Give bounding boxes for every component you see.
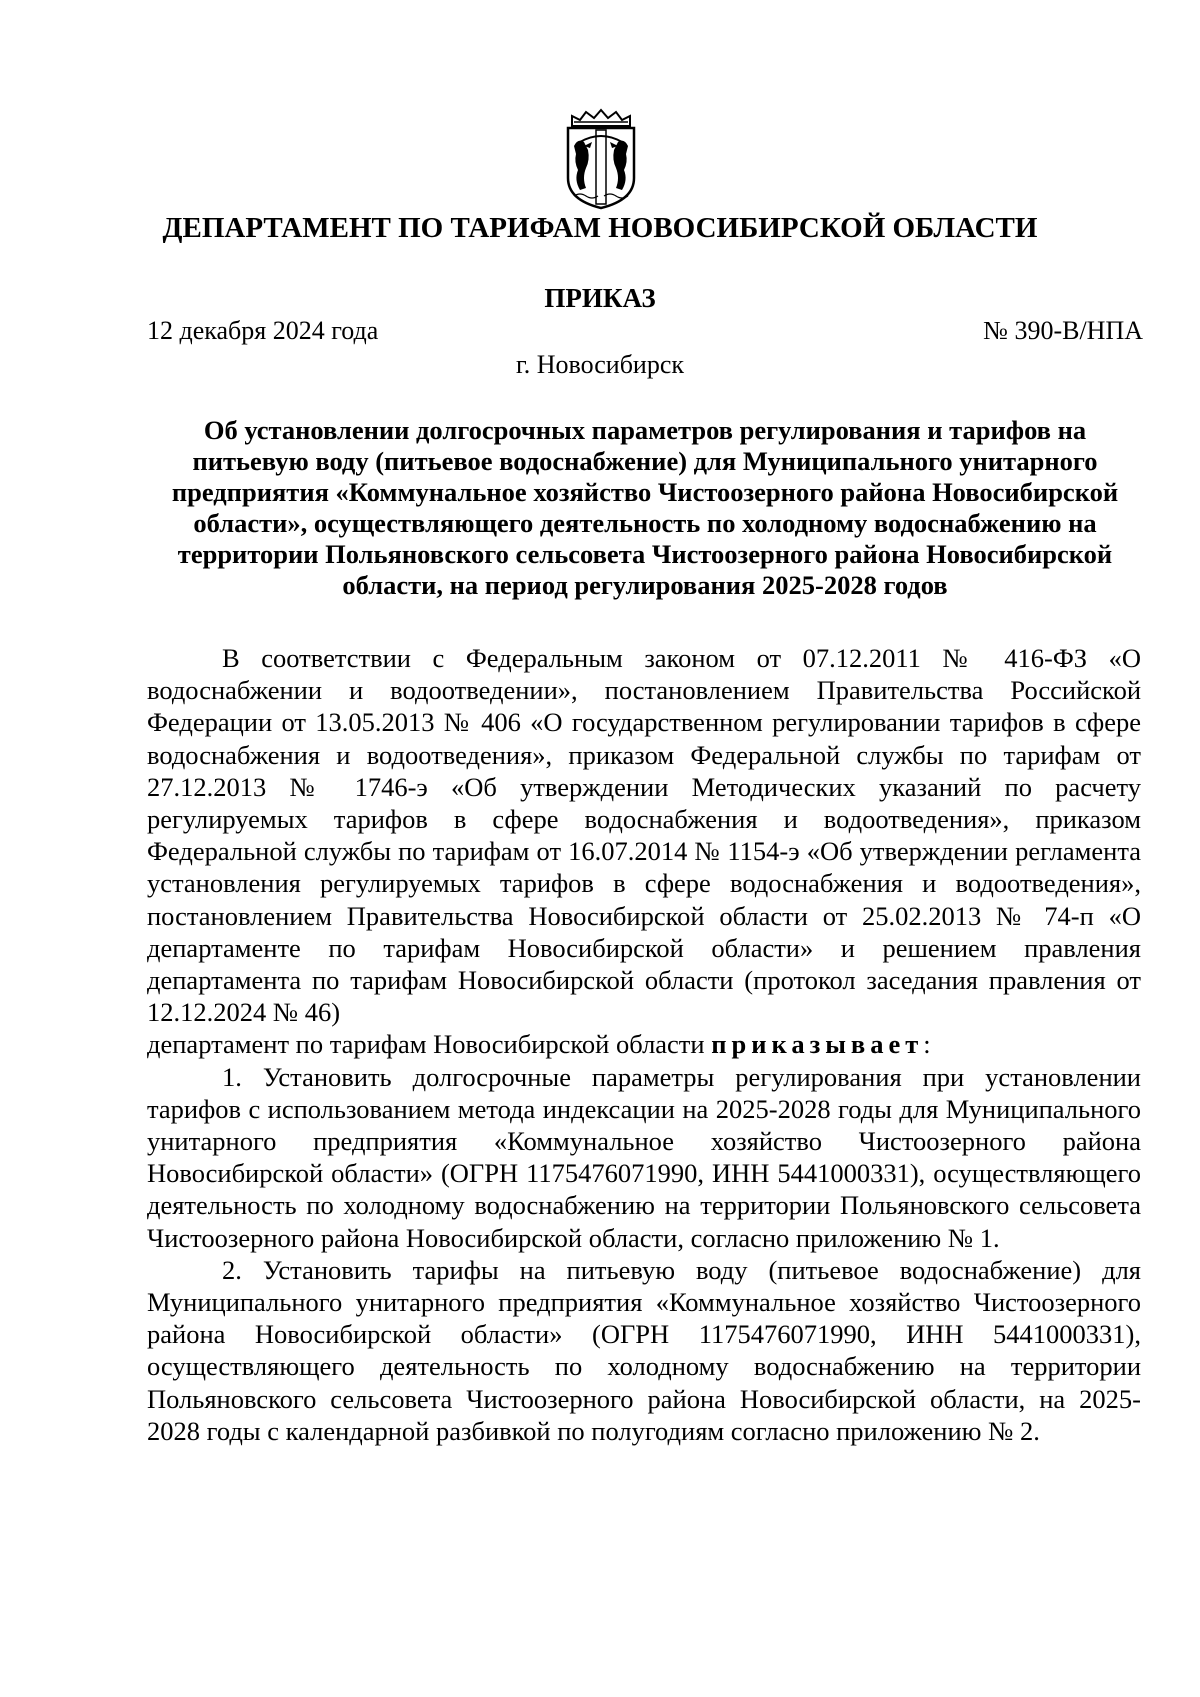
order-item-1: 1. Установить долгосрочные параметры регулирования при установлении тарифов с использованием метода индексации на 2025-2028 годы для Муниципального унитарного предприятия «Коммунальное хозяйство Чистоозерного района Новосибирской области» (ОГРН 1175476071990, ИНН 5441000331), осуществляющего деятельность по холодному водоснабжению на территории Польяновского сельсовета Чистоозерного района Новосибирской области, согласно приложению № 1. [147,1061,1141,1253]
order-item-2: 2. Установить тарифы на питьевую воду (питьевое водоснабжение) для Муниципального унитарного предприятия «Коммунальное хозяйство Чистоозерного района Новосибирской области» (ОГРН 1175476071990, ИНН 5441000331), осуществляющего деятельность по холодному водоснабжению на территории Польяновского сельсовета Чистоозерного района Новосибирской области, на 2025-2028 годы с календарной разбивкой по полугодиям согласно приложению № 2. [147,1254,1141,1446]
document-date: 12 декабря 2024 года [147,316,379,345]
preamble-paragraph: В соответствии с Федеральным законом от 07.12.2011 № 416-ФЗ «О водоснабжении и водоотведении», постановлением Правительства Российской Федерации от 13.05.2013 № 406 «О государственном регулировании тарифов в сфере водоснабжения и водоотведения», приказом Федеральной службы по тарифам от 27.12.2013 № 1746-э «Об утверждении Методических указаний по расчету регулируемых тарифов в сфере водоснабжения и водоотведения», приказом Федеральной службы по тарифам от 16.07.2014 № 1154-э «Об утверждении регламента установления регулируемых тарифов в сфере водоснабжения и водоотведения», постановлением Правительства Новосибирской области от 25.02.2013 № 74-п «О департаменте по тарифам Новосибирской области» и решением правления департамента по тарифам Новосибирской области (протокол заседания правления от 12.12.2024 № 46) [147,643,1141,1028]
novosibirsk-coat-of-arms-icon [560,108,660,210]
orders-prefix: департамент по тарифам Новосибирской области [147,1029,712,1060]
document-subject: Об установлении долгосрочных параметров регулирования и тарифов на питьевую воду (питьевое водоснабжение) для Муниципального унитарного предприятия «Коммунальное хозяйство Чистоозерного района Новосибирской области», осуществляющего деятельность по холодному водоснабжению на территории Польяновского сельсовета Чистоозерного района Новосибирской области, на период регулирования 2025-2028 годов [171,415,1119,600]
orders-word: приказывает [711,1029,924,1060]
document-body [147,642,1141,1447]
orders-line [147,1028,1141,1060]
orders-suffix: : [923,1029,931,1060]
department-name: ДЕПАРТАМЕНТ ПО ТАРИФАМ НОВОСИБИРСКОЙ ОБЛАСТИ [162,212,1038,244]
document-type: ПРИКАЗ [544,283,656,313]
document-number: № 390-В/НПА [983,316,1143,345]
document-city: г. Новосибирск [515,350,685,379]
